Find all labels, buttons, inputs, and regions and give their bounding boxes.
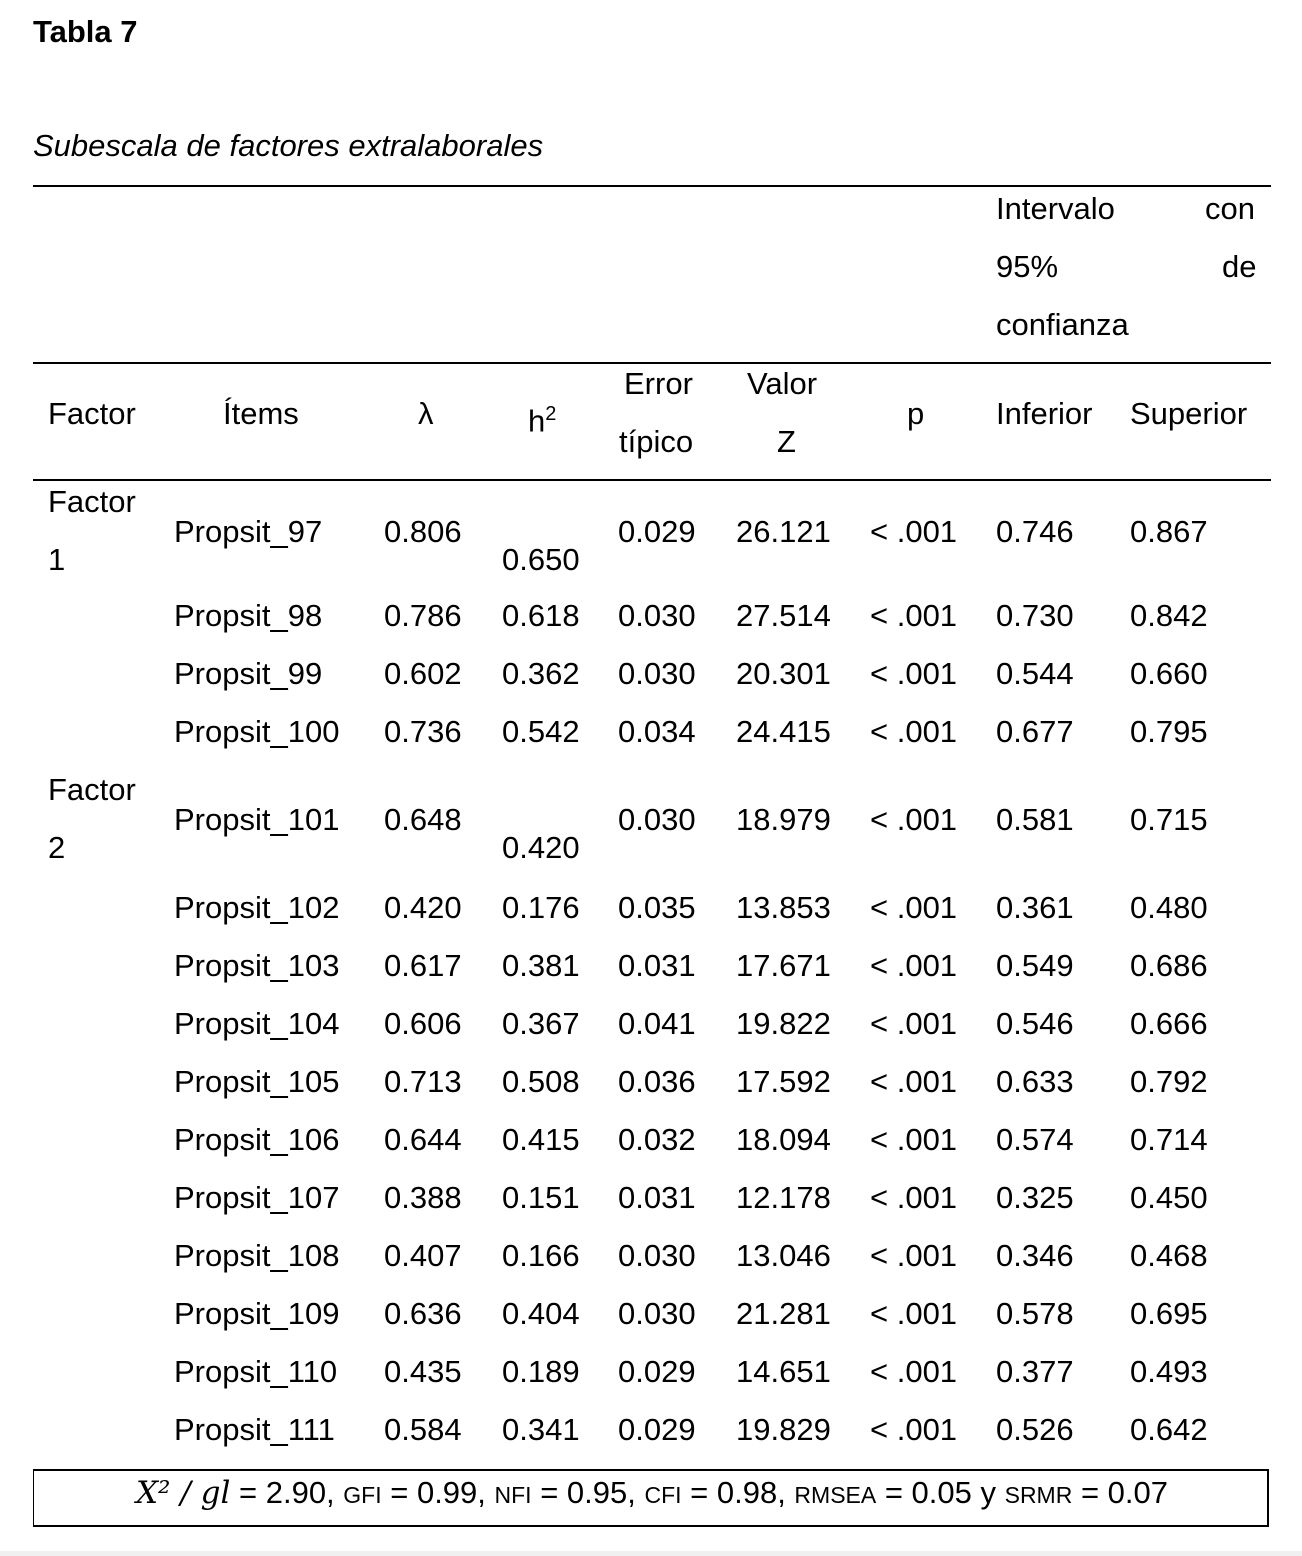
fit-chi-value: = 2.90, xyxy=(230,1475,344,1510)
cell-superior: 0.867 xyxy=(1130,514,1208,549)
cell-h2: 0.381 xyxy=(502,948,580,983)
cell-lambda: 0.407 xyxy=(384,1238,462,1273)
cell-p: < .001 xyxy=(870,714,958,749)
header-inferior: Inferior xyxy=(996,396,1093,431)
cell-inferior: 0.544 xyxy=(996,656,1074,691)
cell-lambda: 0.388 xyxy=(384,1180,462,1215)
cell-z: 17.671 xyxy=(736,948,831,983)
cell-superior: 0.795 xyxy=(1130,714,1208,749)
cell-item: Propsit_106 xyxy=(174,1122,340,1157)
cell-inferior: 0.578 xyxy=(996,1296,1074,1331)
cell-item: Propsit_111 xyxy=(174,1412,335,1447)
cell-inferior: 0.546 xyxy=(996,1006,1074,1041)
cell-lambda: 0.420 xyxy=(384,890,462,925)
cell-p: < .001 xyxy=(870,1006,958,1041)
cell-lambda: 0.602 xyxy=(384,656,462,691)
cell-z: 17.592 xyxy=(736,1064,831,1099)
cell-superior: 0.493 xyxy=(1130,1354,1208,1389)
cell-h2: 0.151 xyxy=(502,1180,580,1215)
cell-p: < .001 xyxy=(870,1354,958,1389)
cell-error: 0.031 xyxy=(618,1180,696,1215)
factor-1-label-line1: Factor xyxy=(48,484,136,519)
cell-item: Propsit_103 xyxy=(174,948,340,983)
cell-inferior: 0.526 xyxy=(996,1412,1074,1447)
cell-z: 27.514 xyxy=(736,598,831,633)
page-bottom-strip xyxy=(0,1551,1302,1556)
cell-inferior: 0.730 xyxy=(996,598,1074,633)
cell-z: 20.301 xyxy=(736,656,831,691)
cell-error: 0.030 xyxy=(618,802,696,837)
cell-p: < .001 xyxy=(870,890,958,925)
header-h2-base: h xyxy=(528,403,546,439)
cell-error: 0.034 xyxy=(618,714,696,749)
header-h2-sup: 2 xyxy=(545,403,557,425)
cell-error: 0.031 xyxy=(618,948,696,983)
cell-h2: 0.404 xyxy=(502,1296,580,1331)
cell-superior: 0.715 xyxy=(1130,802,1208,837)
cell-superior: 0.714 xyxy=(1130,1122,1208,1157)
cell-p: < .001 xyxy=(870,1064,958,1099)
cell-inferior: 0.633 xyxy=(996,1064,1074,1099)
cell-z: 24.415 xyxy=(736,714,831,749)
cell-p: < .001 xyxy=(870,1122,958,1157)
cell-superior: 0.686 xyxy=(1130,948,1208,983)
cell-lambda: 0.713 xyxy=(384,1064,462,1099)
cell-error: 0.029 xyxy=(618,1354,696,1389)
cell-error: 0.029 xyxy=(618,514,696,549)
header-z-line1: Valor xyxy=(747,366,818,401)
cell-h2: 0.367 xyxy=(502,1006,580,1041)
cell-error: 0.030 xyxy=(618,1238,696,1273)
cell-superior: 0.468 xyxy=(1130,1238,1208,1273)
header-lambda: λ xyxy=(418,396,434,431)
cell-item: Propsit_101 xyxy=(174,802,340,837)
fit-indices xyxy=(34,1475,1270,1511)
ci-word-confianza: confianza xyxy=(996,307,1129,342)
ci-word-con: con xyxy=(1205,191,1255,226)
cell-error: 0.036 xyxy=(618,1064,696,1099)
fit-gfi-value: = 0.99, xyxy=(381,1475,495,1510)
cell-z: 13.046 xyxy=(736,1238,831,1273)
cell-lambda: 0.786 xyxy=(384,598,462,633)
cell-lambda: 0.606 xyxy=(384,1006,462,1041)
fit-cfi-label: CFI xyxy=(644,1482,682,1508)
cell-lambda: 0.644 xyxy=(384,1122,462,1157)
cell-z: 26.121 xyxy=(736,514,831,549)
cell-z: 19.829 xyxy=(736,1412,831,1447)
fit-nfi-label: NFI xyxy=(494,1482,532,1508)
header-superior: Superior xyxy=(1130,396,1248,431)
cell-h2: 0.166 xyxy=(502,1238,580,1273)
cell-h2: 0.618 xyxy=(502,598,580,633)
cell-superior: 0.792 xyxy=(1130,1064,1208,1099)
cell-inferior: 0.346 xyxy=(996,1238,1074,1273)
cell-inferior: 0.677 xyxy=(996,714,1074,749)
cell-lambda: 0.617 xyxy=(384,948,462,983)
cell-p: < .001 xyxy=(870,598,958,633)
cell-item: Propsit_107 xyxy=(174,1180,340,1215)
cell-error: 0.035 xyxy=(618,890,696,925)
factor-1-label-line2: 1 xyxy=(48,542,66,577)
cell-inferior: 0.581 xyxy=(996,802,1074,837)
cell-h2: 0.362 xyxy=(502,656,580,691)
factor-2-label-line2: 2 xyxy=(48,830,66,865)
cell-inferior: 0.549 xyxy=(996,948,1074,983)
header-p: p xyxy=(907,396,925,431)
cell-h2: 0.189 xyxy=(502,1354,580,1389)
fit-indices-box xyxy=(33,1469,1269,1527)
header-rule xyxy=(33,362,1271,364)
cell-z: 19.822 xyxy=(736,1006,831,1041)
cell-lambda: 0.584 xyxy=(384,1412,462,1447)
header-h2 xyxy=(528,397,556,438)
cell-item: Propsit_102 xyxy=(174,890,340,925)
cell-h2: 0.508 xyxy=(502,1064,580,1099)
cell-error: 0.041 xyxy=(618,1006,696,1041)
cell-superior: 0.450 xyxy=(1130,1180,1208,1215)
header-error-line1: Error xyxy=(624,366,693,401)
cell-inferior: 0.361 xyxy=(996,890,1074,925)
cell-inferior: 0.377 xyxy=(996,1354,1074,1389)
cell-h2: 0.415 xyxy=(502,1122,580,1157)
cell-lambda: 0.806 xyxy=(384,514,462,549)
fit-nfi-value: = 0.95, xyxy=(531,1475,645,1510)
header-factor: Factor xyxy=(48,396,136,431)
cell-error: 0.030 xyxy=(618,598,696,633)
cell-error: 0.030 xyxy=(618,656,696,691)
fit-gfi-label: GFI xyxy=(343,1482,382,1508)
cell-error: 0.029 xyxy=(618,1412,696,1447)
cell-item: Propsit_97 xyxy=(174,514,323,549)
cell-superior: 0.842 xyxy=(1130,598,1208,633)
cell-z: 12.178 xyxy=(736,1180,831,1215)
cell-h2: 0.542 xyxy=(502,714,580,749)
cell-superior: 0.666 xyxy=(1130,1006,1208,1041)
fit-srmr-label: SRMR xyxy=(1004,1482,1073,1508)
cell-item: Propsit_98 xyxy=(174,598,323,633)
cell-lambda: 0.648 xyxy=(384,802,462,837)
cell-p: < .001 xyxy=(870,1238,958,1273)
cell-h2: 0.650 xyxy=(502,542,580,577)
cell-item: Propsit_110 xyxy=(174,1354,338,1389)
factor-2-label-line1: Factor xyxy=(48,772,136,807)
header-items: Ítems xyxy=(223,396,299,431)
header-z-line2: Z xyxy=(777,424,796,459)
cell-z: 18.094 xyxy=(736,1122,831,1157)
fit-rmsea-label: RMSEA xyxy=(794,1482,877,1508)
cell-error: 0.030 xyxy=(618,1296,696,1331)
cell-error: 0.032 xyxy=(618,1122,696,1157)
cell-h2: 0.176 xyxy=(502,890,580,925)
cell-z: 21.281 xyxy=(736,1296,831,1331)
cell-p: < .001 xyxy=(870,948,958,983)
cell-item: Propsit_109 xyxy=(174,1296,340,1331)
table-title: Tabla 7 xyxy=(33,14,138,49)
fit-srmr-value: = 0.07 xyxy=(1072,1475,1169,1510)
cell-item: Propsit_100 xyxy=(174,714,340,749)
cell-z: 14.651 xyxy=(736,1354,831,1389)
ci-word-de: de xyxy=(1222,249,1257,284)
cell-lambda: 0.736 xyxy=(384,714,462,749)
cell-item: Propsit_104 xyxy=(174,1006,340,1041)
cell-superior: 0.695 xyxy=(1130,1296,1208,1331)
cell-p: < .001 xyxy=(870,1180,958,1215)
cell-z: 18.979 xyxy=(736,802,831,837)
fit-rmsea-value: = 0.05 y xyxy=(876,1475,1005,1510)
cell-p: < .001 xyxy=(870,514,958,549)
ci-word-intervalo: Intervalo xyxy=(996,191,1115,226)
cell-p: < .001 xyxy=(870,802,958,837)
body-rule xyxy=(33,479,1271,481)
cell-item: Propsit_108 xyxy=(174,1238,340,1273)
cell-p: < .001 xyxy=(870,1296,958,1331)
cell-h2: 0.341 xyxy=(502,1412,580,1447)
cell-p: < .001 xyxy=(870,1412,958,1447)
cell-p: < .001 xyxy=(870,656,958,691)
cell-inferior: 0.574 xyxy=(996,1122,1074,1157)
cell-inferior: 0.325 xyxy=(996,1180,1074,1215)
cell-superior: 0.660 xyxy=(1130,656,1208,691)
table-subtitle: Subescala de factores extralaborales xyxy=(33,128,544,163)
cell-lambda: 0.435 xyxy=(384,1354,462,1389)
cell-superior: 0.480 xyxy=(1130,890,1208,925)
cell-z: 13.853 xyxy=(736,890,831,925)
fit-chi-label: X² / gl xyxy=(135,1475,231,1511)
ci-word-95: 95% xyxy=(996,249,1059,284)
cell-superior: 0.642 xyxy=(1130,1412,1208,1447)
fit-cfi-value: = 0.98, xyxy=(681,1475,795,1510)
cell-item: Propsit_99 xyxy=(174,656,323,691)
cell-lambda: 0.636 xyxy=(384,1296,462,1331)
cell-h2: 0.420 xyxy=(502,830,580,865)
cell-inferior: 0.746 xyxy=(996,514,1074,549)
header-error-line2: típico xyxy=(619,424,694,459)
top-rule xyxy=(33,185,1271,187)
cell-item: Propsit_105 xyxy=(174,1064,340,1099)
